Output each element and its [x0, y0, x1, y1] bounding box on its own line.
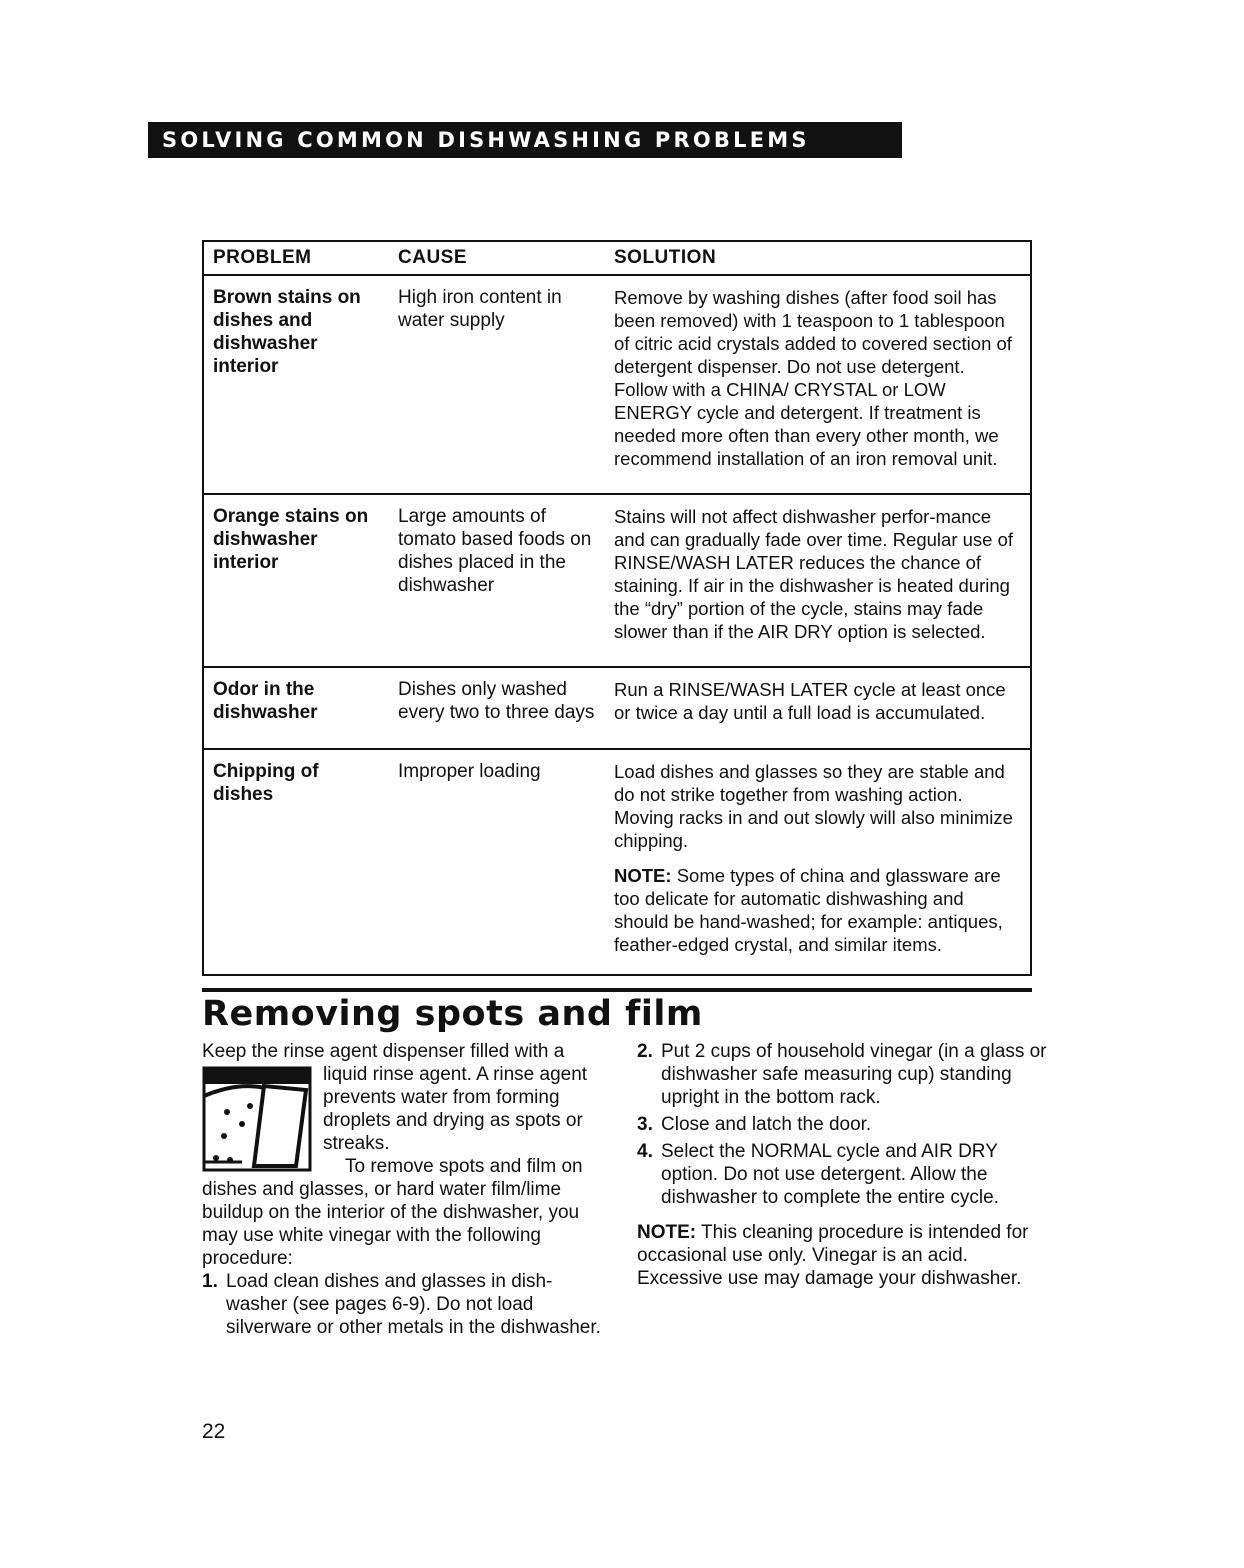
table-header: [204, 242, 1030, 276]
section-banner: SOLVING COMMON DISHWASHING PROBLEMS: [148, 122, 902, 158]
cause-cell: Dishes only washed every two to three days: [398, 679, 595, 723]
solution-cell: Remove by washing dishes (after food soil has been removed) with 1 teaspoon to 1 tablespoon of citric acid crystals added to covered section of detergent dispenser. Do not use detergent. Follow with a CHINA/ CRYSTAL or LOW ENERGY cycle and detergent. If treatment is needed more often than every other month, we recommend installation of an iron removal unit.: [614, 287, 1012, 469]
cause-cell: Large amounts of tomato based foods on dishes placed in the dishwasher: [398, 506, 592, 596]
problem-cell: Brown stains on dishes and dishwasher interior: [213, 287, 361, 377]
list-item: 4. Select the NORMAL cycle and AIR DRY option. Do not use detergent. Allow the dishwasher to complete the entire cycle.: [637, 1141, 999, 1208]
steps-list-left: [202, 1270, 602, 1339]
solution-cell: Load dishes and glasses so they are stable and do not strike together from washing action. Moving racks in and out slowly will also minimize chipping. NOTE: Some types of china and glassware are too delicate for automatic dishwashing and should be hand-washed; for example: antiques, feather-edged crystal, and similar items.: [614, 760, 1022, 956]
table-row: [204, 276, 1030, 495]
cause-cell: High iron content in water supply: [398, 287, 562, 331]
intro-para2-start: To remove spots and film on: [345, 1156, 583, 1177]
list-item: 3. Close and latch the door.: [637, 1114, 872, 1135]
intro-para2: dishes and glasses, or hard water film/lime buildup on the interior of the dishwasher, you may use white vinegar with the following procedure:: [202, 1179, 580, 1269]
section-rule: [202, 988, 1032, 992]
table-row: [204, 750, 1030, 974]
table-row: [204, 495, 1030, 668]
procedure-note: NOTE: This cleaning procedure is intended for occasional use only. Vinegar is an acid. Excessive use may damage your dishwasher.: [637, 1222, 1029, 1289]
problem-cell: Odor in the dishwasher: [213, 679, 318, 723]
column-header-problem: PROBLEM: [213, 247, 312, 268]
solution-cell: Stains will not affect dishwasher perfor-mance and can gradually fade over time. Regular use of RINSE/WASH LATER reduces the chance of staining. If air in the dishwasher is heated during the “dry” portion of the cycle, stains may fade slower than if the AIR DRY option is selected.: [614, 506, 1014, 642]
steps-list-right: [637, 1040, 1047, 1290]
rinse-agent-glass-icon: [202, 1066, 312, 1172]
solution-cell: Run a RINSE/WASH LATER cycle at least once or twice a day until a full load is accumulated.: [614, 679, 1006, 723]
cause-cell: Improper loading: [398, 761, 541, 782]
table-note: NOTE: Some types of china and glassware are too delicate for automatic dishwashing and should be hand-washed; for example: antiques, feather-edged crystal, and similar items.: [614, 865, 1003, 955]
problem-cell: Orange stains on dishwasher interior: [213, 506, 369, 573]
intro-line: Keep the rinse agent dispenser filled with a: [202, 1041, 565, 1062]
page-number: 22: [202, 1420, 226, 1443]
problem-cell: Chipping of dishes: [213, 761, 319, 805]
intro-wrap-text: liquid rinse agent. A rinse agent prevents water from forming droplets and drying as spots or streaks.: [323, 1064, 588, 1154]
column-header-solution: SOLUTION: [614, 247, 717, 268]
list-item: 2. Put 2 cups of household vinegar (in a glass or dishwasher safe measuring cup) standing upright in the bottom rack.: [637, 1041, 1047, 1108]
section-title: Removing spots and film: [202, 994, 703, 1034]
column-header-cause: CAUSE: [398, 247, 468, 268]
list-item: 1. Load clean dishes and glasses in dish-washer (see pages 6-9). Do not load silverware or other metals in the dishwasher.: [202, 1271, 601, 1338]
problems-table: [202, 240, 1032, 976]
table-row: [204, 668, 1030, 750]
